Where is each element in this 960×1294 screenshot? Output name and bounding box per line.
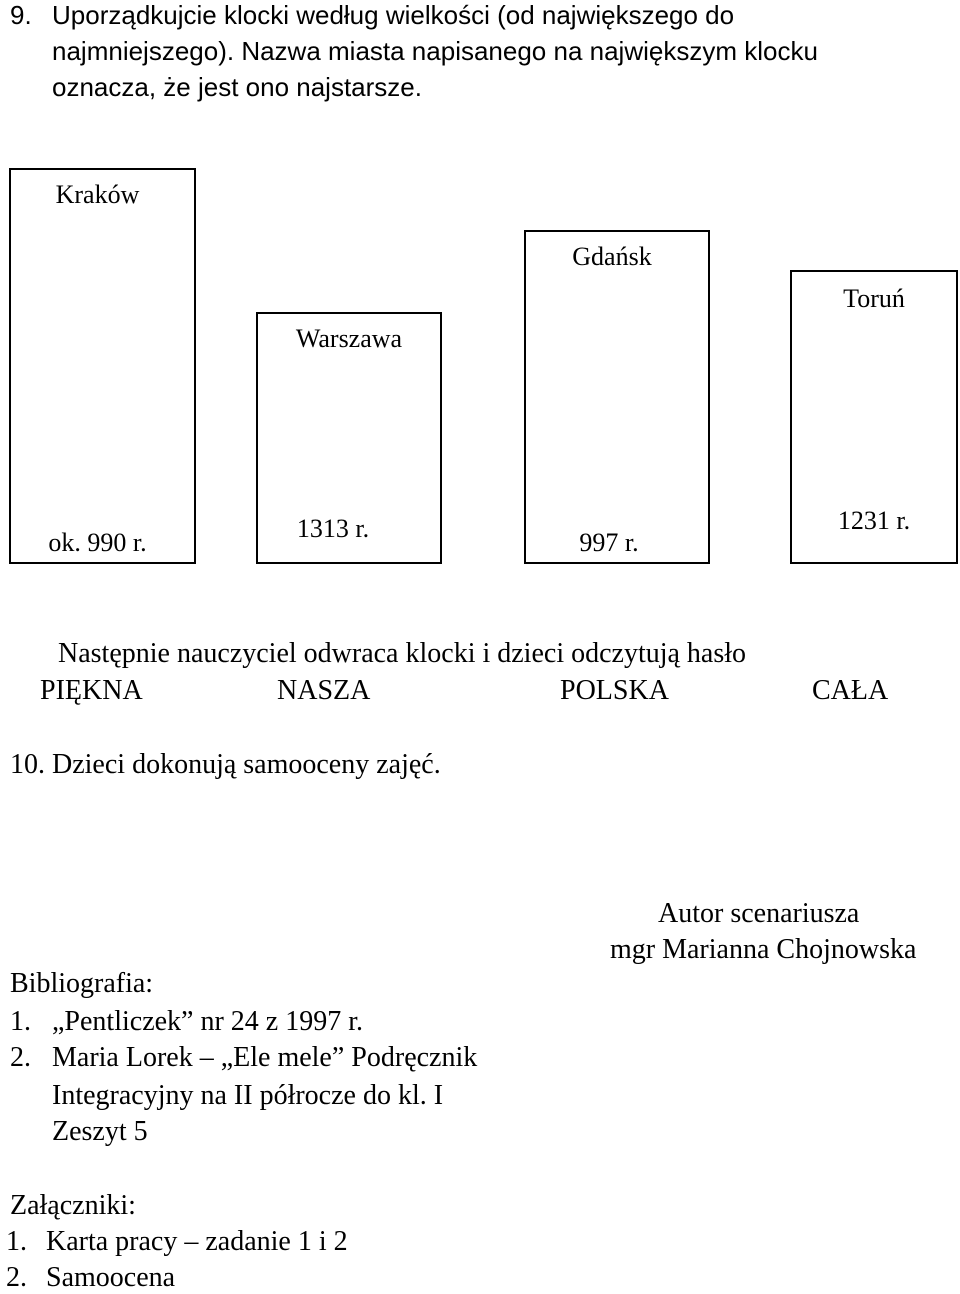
password-word: POLSKA — [560, 675, 669, 706]
password-word: CAŁA — [812, 675, 889, 706]
reveal-sentence: Następnie nauczyciel odwraca klocki i dzieci odczytują hasło — [58, 638, 747, 669]
task-10-number: 10. — [10, 749, 45, 780]
task-9-number: 9. — [10, 0, 32, 30]
task-9-line-3: oznacza, że jest ono najstarsze. — [52, 72, 422, 102]
task-10-text: Dzieci dokonują samooceny zajęć. — [52, 749, 441, 780]
bibliography-item-text: Maria Lorek – „Ele mele” Podręcznik — [52, 1042, 478, 1073]
block-city-label: Kraków — [55, 180, 140, 209]
block-torun — [790, 270, 958, 564]
block-city-label: Warszawa — [295, 324, 403, 353]
attachments-heading: Załączniki: — [10, 1190, 136, 1221]
block-city-label: Toruń — [843, 284, 905, 313]
block-year-label: 1313 r. — [296, 514, 370, 543]
block-year-label: ok. 990 r. — [48, 528, 147, 557]
password-word: PIĘKNA — [40, 675, 143, 706]
bibliography-item-text: Integracyjny na II półrocze do kl. I — [52, 1080, 444, 1111]
author-role: Autor scenariusza — [658, 898, 860, 929]
task-9-line-1: Uporządkujcie klocki według wielkości (od największego do — [52, 0, 735, 30]
bibliography-item-number: 1. — [10, 1006, 31, 1037]
task-9-line-2: najmniejszego). Nazwa miasta napisanego na największym klocku — [52, 36, 818, 66]
attachment-item-number: 1. — [6, 1226, 27, 1257]
bibliography-heading: Bibliografia: — [10, 968, 154, 999]
block-year-label: 997 r. — [579, 528, 639, 557]
password-word: NASZA — [277, 675, 371, 706]
block-gdansk — [524, 230, 710, 564]
bibliography-item-text: Zeszyt 5 — [52, 1116, 148, 1147]
block-year-label: 1231 r. — [837, 506, 911, 535]
attachment-item-text: Samoocena — [46, 1262, 176, 1293]
block-city-label: Gdańsk — [572, 242, 652, 271]
bibliography-item-number: 2. — [10, 1042, 31, 1073]
block-krakow — [9, 168, 196, 564]
block-warszawa — [256, 312, 442, 564]
attachment-item-text: Karta pracy – zadanie 1 i 2 — [46, 1226, 348, 1257]
bibliography-item-text: „Pentliczek” nr 24 z 1997 r. — [52, 1006, 364, 1037]
author-name: mgr Marianna Chojnowska — [610, 934, 917, 965]
attachment-item-number: 2. — [6, 1262, 27, 1293]
